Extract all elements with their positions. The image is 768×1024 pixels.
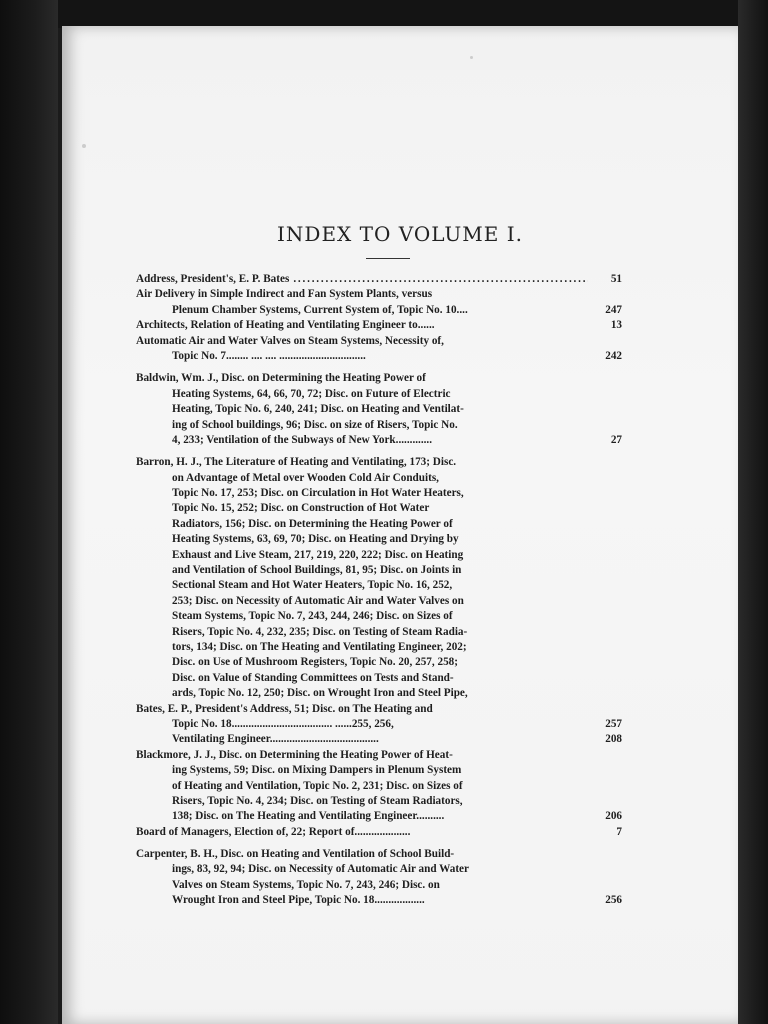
entry-text: Barron, H. J., The Literature of Heating and Ventilating, 173; Disc. xyxy=(136,456,457,469)
index-entry xyxy=(136,318,622,333)
entry-text: Topic No. 7........ .... .... ............................... xyxy=(172,349,366,362)
entry-text: Topic No. 17, 253; Disc. on Circulation in Hot Water Heaters, xyxy=(172,487,464,500)
entry-page: 51 xyxy=(610,273,622,285)
entry-page: 7 xyxy=(616,825,622,838)
index-entry xyxy=(136,371,622,448)
entry-text: Blackmore, J. J., Disc. on Determining the Heating Power of Heat- xyxy=(136,748,453,761)
entry-text: Disc. on Value of Standing Committees on Tests and Stand- xyxy=(172,671,454,684)
entry-text: ing Systems, 59; Disc. on Mixing Dampers in Plenum System xyxy=(172,764,462,777)
entry-text: Heating, Topic No. 6, 240, 241; Disc. on Heating and Ventilat- xyxy=(172,403,464,416)
document-page xyxy=(62,26,738,1024)
index-entry xyxy=(136,825,622,840)
entry-text: ing of School buildings, 96; Disc. on size of Risers, Topic No. xyxy=(172,418,458,431)
entry-text: Address, President's, E. P. Bates xyxy=(136,273,290,285)
entry-text: Plenum Chamber Systems, Current System of, Topic No. 10.... xyxy=(172,303,468,316)
entry-text: Wrought Iron and Steel Pipe, Topic No. 18.................. xyxy=(172,894,425,907)
index-entry xyxy=(136,847,622,909)
entry-text: Architects, Relation of Heating and Ventilating Engineer to...... xyxy=(136,319,435,332)
entry-page: 27 xyxy=(610,433,622,446)
entry-text: ings, 83, 92, 94; Disc. on Necessity of Automatic Air and Water xyxy=(172,863,469,876)
entry-text: Steam Systems, Topic No. 7, 243, 244, 246; Disc. on Sizes of xyxy=(172,610,453,623)
entry-text: Automatic Air and Water Valves on Steam Systems, Necessity of, xyxy=(136,334,444,347)
entry-text: 253; Disc. on Necessity of Automatic Air and Water Valves on xyxy=(172,594,464,607)
entry-text: Radiators, 156; Disc. on Determining the Heating Power of xyxy=(172,517,453,530)
entry-text: Disc. on Use of Mushroom Registers, Topic No. 20, 257, 258; xyxy=(172,656,459,669)
entry-text: Risers, Topic No. 4, 234; Disc. on Testing of Steam Radiators, xyxy=(172,794,463,807)
entry-text: Risers, Topic No. 4, 232, 235; Disc. on Testing of Steam Radia- xyxy=(172,625,468,638)
index-list xyxy=(136,272,622,909)
index-entry xyxy=(136,702,622,748)
entry-text: on Advantage of Metal over Wooden Cold Air Conduits, xyxy=(172,471,439,484)
entry-text: 138; Disc. on The Heating and Ventilating Engineer.......... xyxy=(172,810,445,823)
entry-page: 257 xyxy=(605,717,622,730)
entry-text: Topic No. 18.................................... ......255, 256, xyxy=(172,717,394,730)
title-rule xyxy=(366,258,410,259)
page-title: INDEX TO VOLUME I. xyxy=(277,222,523,246)
scan-frame-top xyxy=(0,0,768,28)
entry-text: Heating Systems, 64, 66, 70, 72; Disc. on Future of Electric xyxy=(172,387,451,400)
entry-page: 206 xyxy=(605,810,622,823)
entry-text: and Ventilation of School Buildings, 81, 95; Disc. on Joints in xyxy=(172,564,462,577)
scan-frame-right xyxy=(738,0,768,1024)
entry-page: 242 xyxy=(605,349,622,362)
entry-text: Air Delivery in Simple Indirect and Fan System Plants, versus xyxy=(136,288,433,301)
entry-text: Topic No. 15, 252; Disc. on Construction of Hot Water xyxy=(172,502,430,515)
index-entry xyxy=(136,334,622,365)
entry-text: 4, 233; Ventilation of the Subways of New York............. xyxy=(172,433,433,446)
entry-text: Valves on Steam Systems, Topic No. 7, 243, 246; Disc. on xyxy=(172,878,440,891)
scan-frame-left xyxy=(0,0,58,1024)
entry-text: Baldwin, Wm. J., Disc. on Determining the Heating Power of xyxy=(136,372,426,385)
scan-speck xyxy=(82,144,86,148)
entry-text: Sectional Steam and Hot Water Heaters, Topic No. 16, 252, xyxy=(172,579,453,592)
entry-text: Bates, E. P., President's Address, 51; Disc. on The Heating and xyxy=(136,702,433,715)
index-entry xyxy=(136,272,622,287)
entry-page: 208 xyxy=(605,733,622,746)
index-entry xyxy=(136,287,622,318)
scan-speck xyxy=(470,56,473,59)
entry-text: Ventilating Engineer....................................... xyxy=(172,733,379,746)
entry-text: Exhaust and Live Steam, 217, 219, 220, 222; Disc. on Heating xyxy=(172,548,464,561)
index-entry xyxy=(136,455,622,701)
entry-text: Carpenter, B. H., Disc. on Heating and Ventilation of School Build- xyxy=(136,848,455,861)
entry-page: 247 xyxy=(605,303,622,316)
entry-page: 256 xyxy=(605,894,622,907)
entry-text: of Heating and Ventilation, Topic No. 2, 231; Disc. on Sizes of xyxy=(172,779,463,792)
entry-page: 13 xyxy=(610,319,622,332)
entry-text: Heating Systems, 63, 69, 70; Disc. on Heating and Drying by xyxy=(172,533,459,546)
entry-text: ards, Topic No. 12, 250; Disc. on Wrought Iron and Steel Pipe, xyxy=(172,687,468,700)
entry-text: tors, 134; Disc. on The Heating and Ventilating Engineer, 202; xyxy=(172,640,467,653)
index-entry xyxy=(136,748,622,825)
entry-text: Board of Managers, Election of, 22; Report of.................... xyxy=(136,825,411,838)
